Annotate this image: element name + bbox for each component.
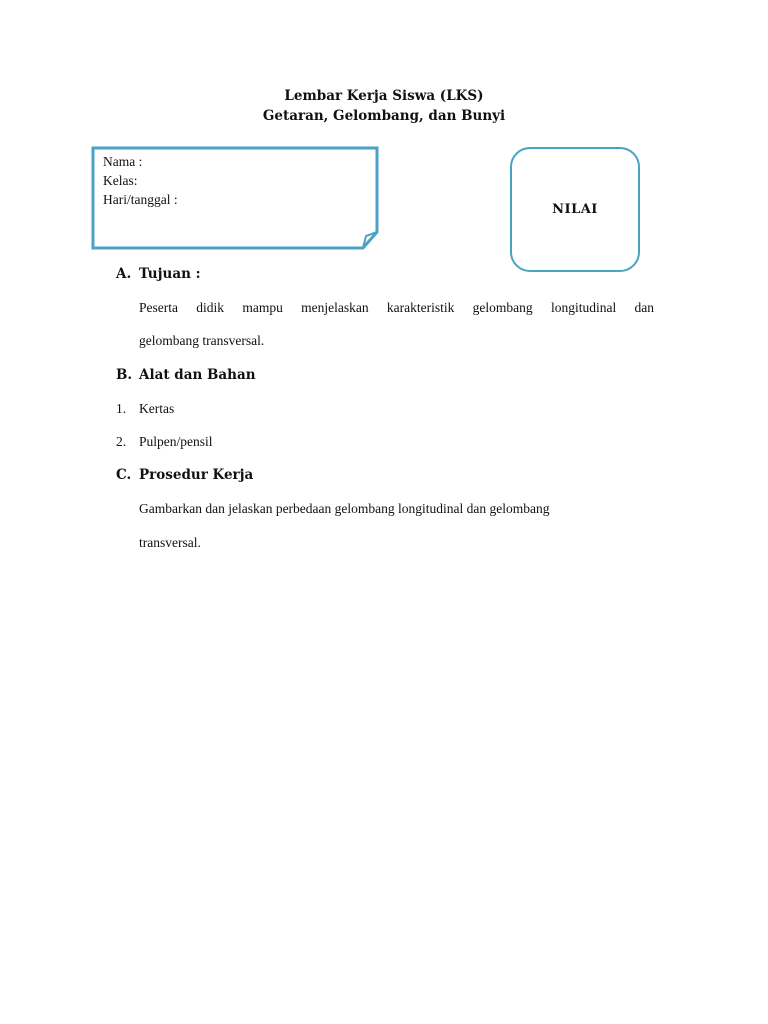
list-text: Kertas (139, 401, 175, 416)
list-item (116, 433, 213, 451)
prosedur-text-line-2: transversal. (139, 535, 201, 550)
section-marker: B. (116, 367, 133, 383)
list-marker: 1. (116, 401, 127, 416)
section-tujuan-heading (116, 265, 201, 283)
tujuan-text-line-2: gelombang transversal. (139, 333, 265, 348)
field-hari-tanggal: Hari/tanggal : (103, 192, 178, 207)
score-box (510, 147, 640, 272)
field-nama: Nama : (103, 154, 143, 169)
field-kelas: Kelas: (103, 173, 138, 188)
section-marker: A. (116, 266, 132, 282)
section-alat-heading (116, 366, 256, 384)
prosedur-text-line-1: Gambarkan dan jelaskan perbedaan gelombang longitudinal dan gelombang (139, 501, 550, 516)
section-title: Alat dan Bahan (139, 367, 256, 383)
score-label: NILAI (552, 202, 598, 217)
section-marker: C. (116, 467, 132, 483)
title-line-2: Getaran, Gelombang, dan Bunyi (262, 108, 506, 124)
list-marker: 2. (116, 434, 127, 449)
section-title: Tujuan : (139, 266, 201, 282)
title-line-1: Lembar Kerja Siswa (LKS) (284, 88, 484, 104)
identity-box (91, 146, 379, 250)
list-item (116, 400, 174, 418)
section-title: Prosedur Kerja (139, 467, 254, 483)
tujuan-text-line-1: Peserta didik mampu menjelaskan karakteristik gelombang longitudinal dan (139, 300, 654, 315)
section-prosedur-heading (116, 466, 253, 484)
document-title (0, 86, 768, 126)
list-text: Pulpen/pensil (139, 434, 213, 449)
